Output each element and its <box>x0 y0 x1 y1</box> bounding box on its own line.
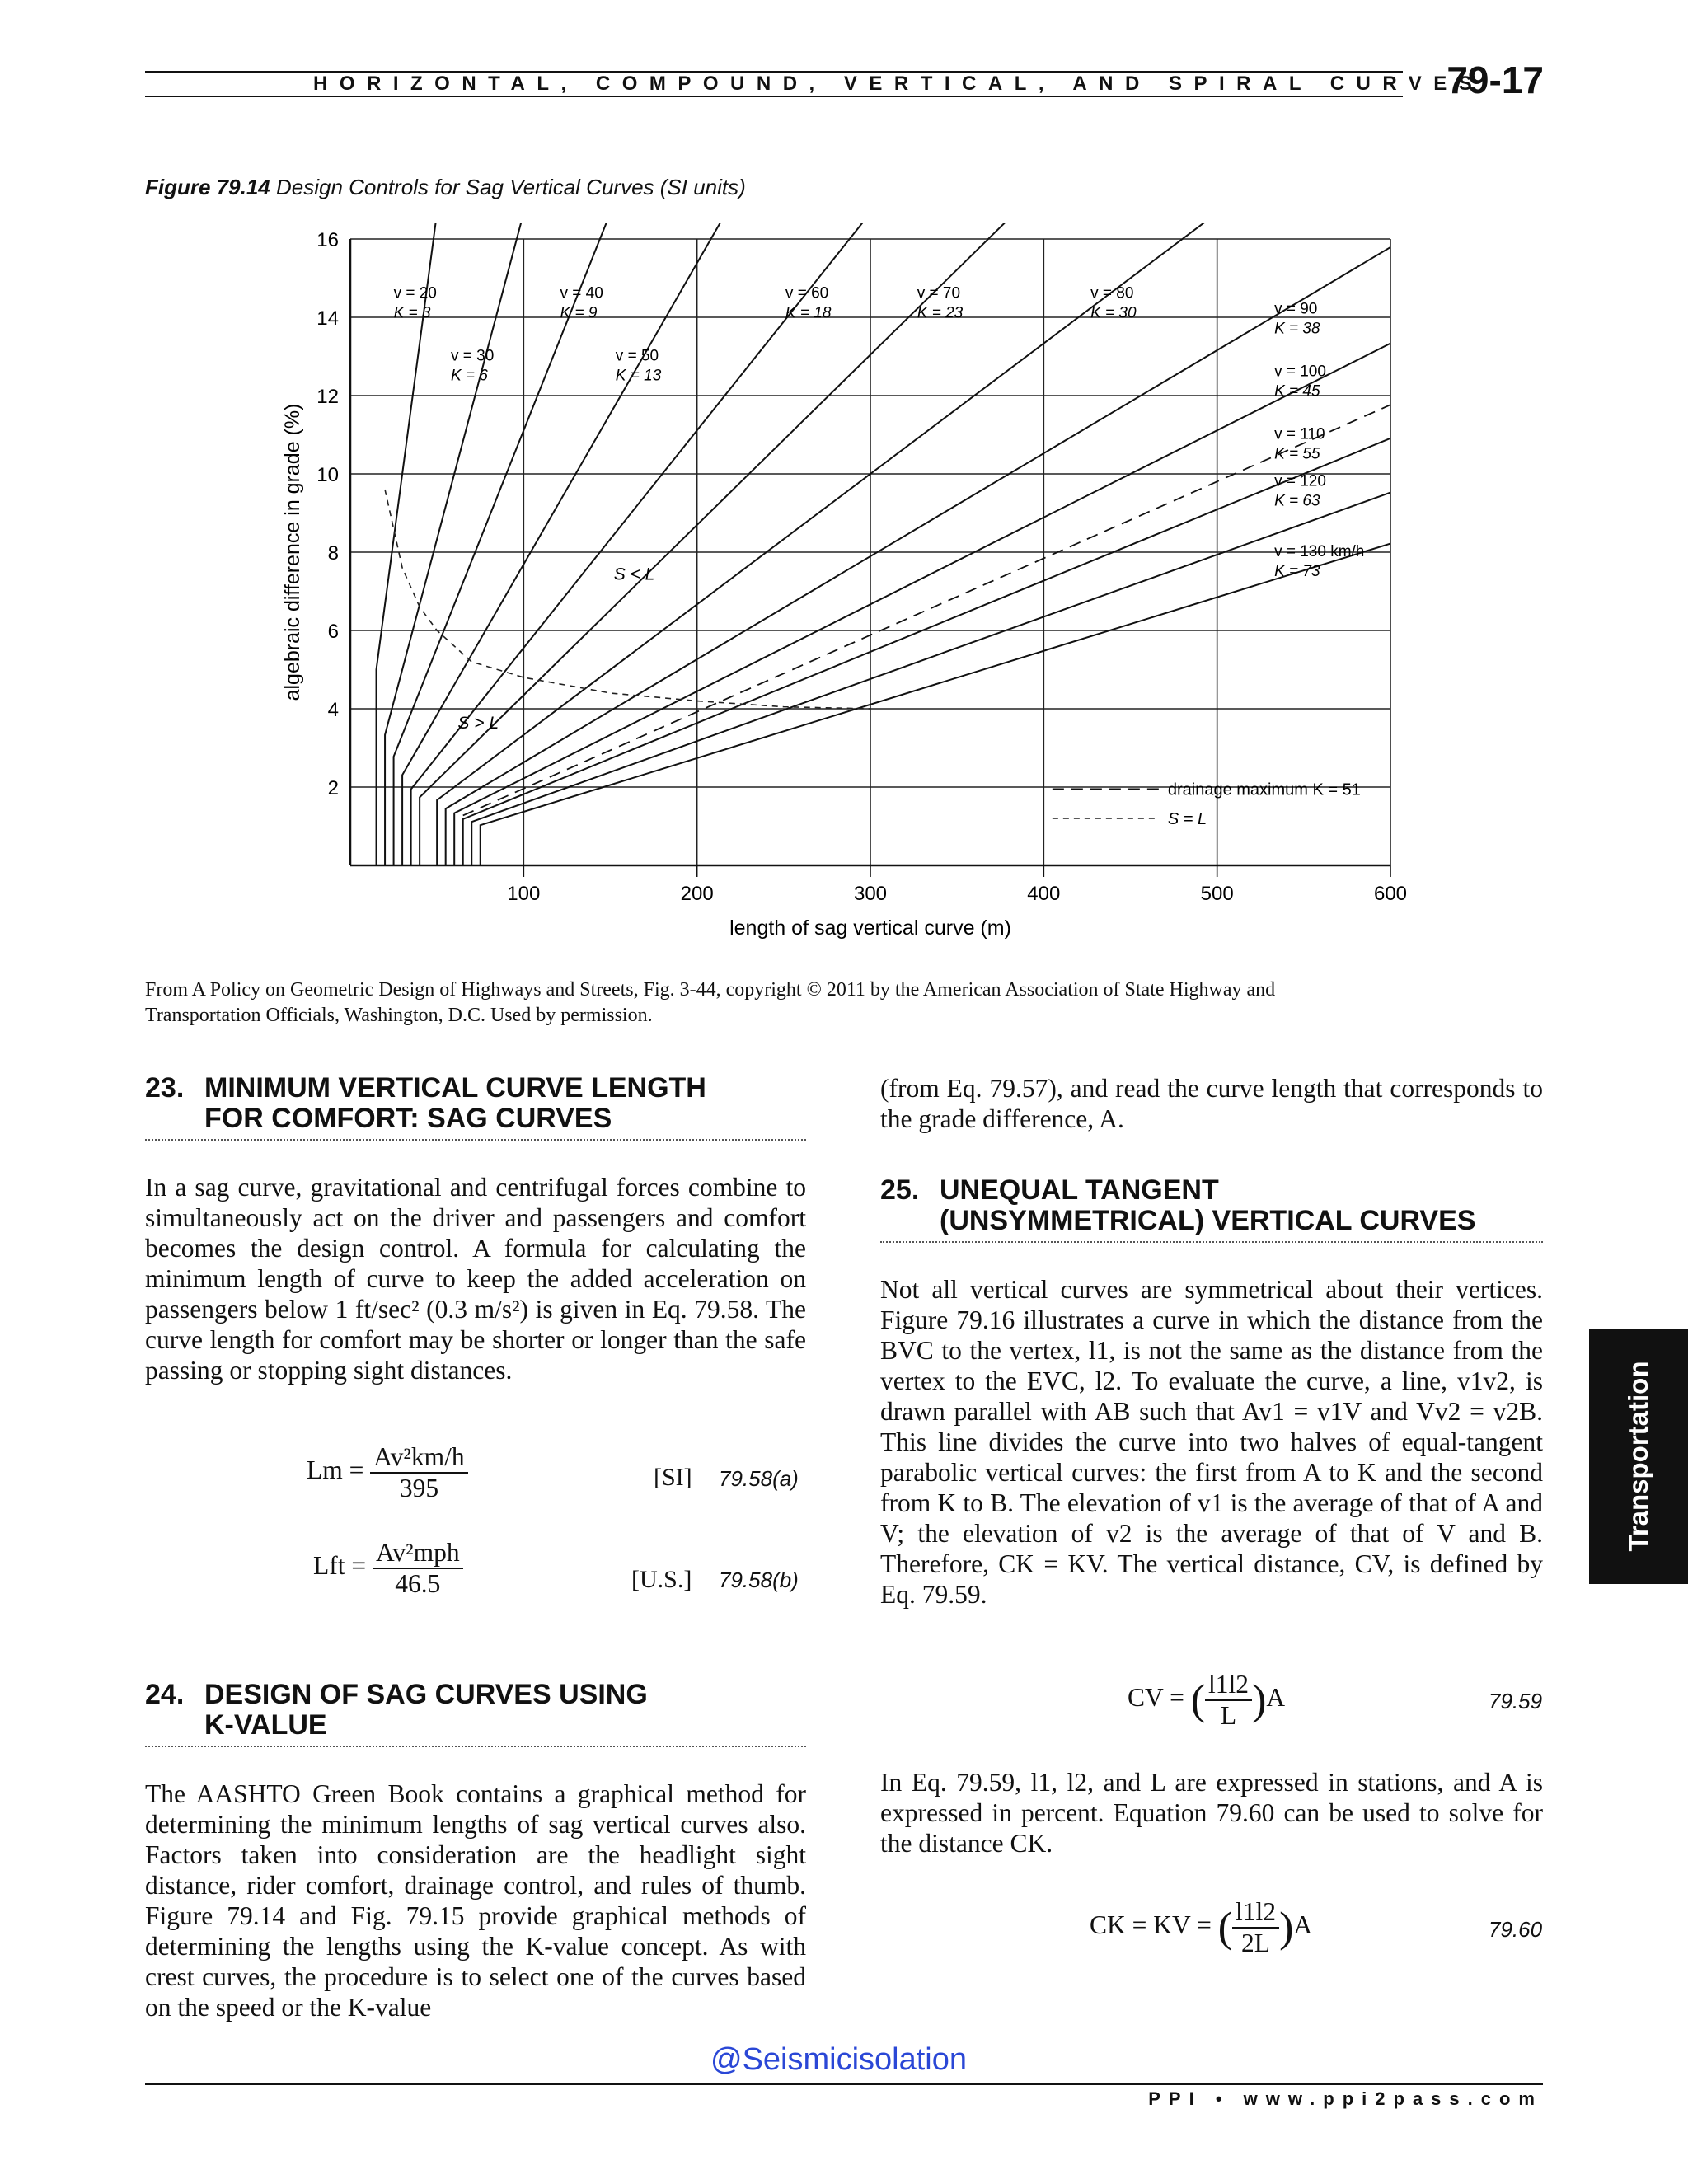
x-tick-label: 200 <box>680 883 714 905</box>
equation-tag: 79.59 <box>1489 1689 1543 1713</box>
series-label-speed: v = 130 km/h <box>1274 542 1365 560</box>
section-number: 24. <box>145 1679 185 1710</box>
equation-lhs: CK = KV = <box>1090 1910 1212 1940</box>
equation-tag: 79.58(b) <box>719 1568 799 1592</box>
section-title-line: FOR COMFORT: SAG CURVES <box>204 1103 612 1134</box>
series-label-speed: v = 100 <box>1274 363 1326 381</box>
section-title-line: K-VALUE <box>204 1709 327 1741</box>
y-axis-label: algebraic difference in grade (%) <box>281 403 304 701</box>
section-24-paragraph: The AASHTO Green Book contains a graphical method for determining the minimum lengths of sag vertical curves also. Factors taken into consideration are the headlight sight distance, rider comfort, drainage control, and rules of thumb. Figure 79.14 and Fig. 79.15 provide graphical methods of determining the lengths using the K-value concept. As with crest curves, the procedure is to select one of the curves based on the speed or the K-value <box>145 1779 806 2022</box>
y-tick-label: 12 <box>316 386 339 408</box>
source-note-line: Transportation Officials, Washington, D.C. Used by permission. <box>145 1005 653 1026</box>
sag-curve-chart <box>272 223 1451 940</box>
series-label-k: K = 18 <box>785 304 832 322</box>
figure-caption-text: Design Controls for Sag Vertical Curves (SI units) <box>275 175 746 199</box>
series-label-speed: v = 40 <box>560 284 603 302</box>
footer-rule <box>145 2083 1543 2085</box>
equation-denominator: 2L <box>1241 1929 1271 1957</box>
annotation-s-greater-l: S > L <box>457 713 499 733</box>
y-tick-label: 4 <box>327 699 339 721</box>
footer-url: PPI • www.ppi2pass.com <box>1148 2088 1543 2109</box>
equation-unit: [U.S.] <box>631 1566 692 1593</box>
series-label-speed: v = 30 <box>450 347 495 365</box>
source-note-line: From A Policy on Geometric Design of Highways and Streets, Fig. 3-44, copyright © 2011 by the American Association of State Highway and <box>145 979 1276 1001</box>
x-tick-label: 600 <box>1373 883 1408 905</box>
equation-lhs: CV = <box>1128 1683 1184 1713</box>
section-25-paragraph-2: In Eq. 79.59, l1, l2, and L are expressed in stations, and A is expressed in percent. Equation 79.60 can be used to solve for the distance CK. <box>880 1768 1543 1858</box>
legend-label-s-equals-l: S = L <box>1167 810 1207 828</box>
series-label-k: K = 13 <box>615 367 662 385</box>
y-tick-label: 2 <box>327 777 339 799</box>
equation-79-58a <box>307 1442 468 1503</box>
equation-numerator: Av²km/h <box>370 1442 467 1474</box>
annotation-s-less-l: S < L <box>613 565 655 584</box>
y-tick-label: 8 <box>327 542 339 565</box>
k-line-v120 <box>471 493 1390 865</box>
section-tab-label: Transportation <box>1623 1361 1653 1552</box>
equation-denominator: 46.5 <box>395 1569 441 1598</box>
equation-fraction <box>370 1442 467 1503</box>
y-tick-label: 6 <box>327 621 339 643</box>
figure-source-note <box>145 977 1546 1029</box>
figure-caption-label: Figure 79.14 <box>145 175 270 199</box>
series-label-k: K = 6 <box>450 367 488 385</box>
series-label-k: K = 73 <box>1274 562 1320 580</box>
equation-lhs: Lft = <box>313 1551 367 1581</box>
equation-numerator: l1l2 <box>1205 1670 1252 1701</box>
x-axis-label: length of sag vertical curve (m) <box>729 916 1011 940</box>
equation-numerator: l1l2 <box>1232 1897 1279 1929</box>
equation-tag: 79.58(a) <box>719 1466 799 1491</box>
section-23-heading <box>145 1073 806 1141</box>
series-label-speed: v = 50 <box>615 347 659 365</box>
x-tick-label: 500 <box>1200 883 1234 905</box>
equation-fraction <box>1232 1897 1279 1958</box>
series-label-speed: v = 90 <box>1274 300 1318 318</box>
series-label-k: K = 38 <box>1274 320 1320 338</box>
series-label-k: K = 45 <box>1274 382 1320 401</box>
paren-close: ) <box>1252 1676 1267 1724</box>
paren-open: ( <box>1217 1904 1233 1952</box>
left-column <box>145 1073 806 1385</box>
section-title-line: DESIGN OF SAG CURVES USING <box>204 1679 648 1710</box>
series-label-k: K = 63 <box>1274 492 1320 510</box>
y-tick-label: 16 <box>316 229 339 251</box>
section-25-paragraph: Not all vertical curves are symmetrical about their vertices. Figure 79.16 illustrates a curve in which the distance from the BVC to the vertex, l1, is not the same as the distance from the vertex to the EVC, l2. To evaluate the curve, a line, v1v2, is drawn parallel with AB such that Av1 = v1V and Vv2 = v2B. This line divides the curve into two halves of equal-tangent parabolic vertical curves: the first from A to K and the second from K to B. The elevation of v1 is the average of that of A and V; the elevation of v2 is the average of that of V and B. Therefore, CK = KV. The vertical distance, CV, is defined by Eq. 79.59. <box>880 1275 1543 1609</box>
section-23-paragraph: In a sag curve, gravitational and centrifugal forces combine to simultaneously act on the driver and passengers and comfort becomes the design control. A formula for calculating the minimum length of curve to keep the added acceleration on passengers below 1 ft/sec² (0.3 m/s²) is given in Eq. 79.58. The curve length for comfort may be shorter or longer than the safe passing or stopping sight distances. <box>145 1173 806 1385</box>
equation-79-58b <box>313 1538 463 1599</box>
series-label-speed: v = 70 <box>917 284 961 302</box>
series-label-k: K = 9 <box>560 304 598 322</box>
equation-denominator: 395 <box>399 1474 439 1502</box>
equation-numerator: Av²mph <box>373 1538 463 1569</box>
left-column-lower <box>145 1680 806 2022</box>
legend-label-drainage: drainage maximum K = 51 <box>1167 780 1361 799</box>
series-label-speed: v = 80 <box>1090 284 1134 302</box>
equation-denominator: L <box>1220 1701 1237 1730</box>
page-number: 79-17 <box>1447 59 1544 101</box>
equation-tag: 79.60 <box>1489 1917 1543 1942</box>
equation-79-60 <box>1090 1897 1312 1958</box>
section-number: 23. <box>145 1072 185 1104</box>
equation-fraction <box>373 1538 463 1599</box>
series-label-k: K = 23 <box>917 304 964 322</box>
section-title-line: (UNSYMMETRICAL) VERTICAL CURVES <box>940 1205 1476 1236</box>
paren-close: ) <box>1279 1904 1294 1952</box>
series-label-speed: v = 60 <box>785 284 829 302</box>
equation-fraction <box>1205 1670 1252 1731</box>
series-label-speed: v = 20 <box>393 284 437 302</box>
y-tick-label: 10 <box>316 464 339 486</box>
section-title-line: UNEQUAL TANGENT <box>940 1174 1219 1206</box>
x-tick-label: 300 <box>853 883 888 905</box>
equation-suffix: A <box>1293 1910 1313 1940</box>
series-label-speed: v = 120 <box>1274 472 1326 490</box>
section-24-continuation: (from Eq. 79.57), and read the curve length that corresponds to the grade difference, A. <box>880 1074 1543 1133</box>
section-title-line: MINIMUM VERTICAL CURVE LENGTH <box>204 1072 706 1104</box>
right-column <box>880 1073 1543 1610</box>
series-label-k: K = 3 <box>393 304 431 322</box>
series-label-k: K = 30 <box>1090 304 1137 322</box>
k-line-v110 <box>463 438 1390 865</box>
equation-lhs: Lm = <box>307 1455 364 1485</box>
y-tick-label: 14 <box>316 307 339 330</box>
series-label-speed: v = 110 <box>1274 425 1325 443</box>
equation-suffix: A <box>1266 1683 1286 1713</box>
series-label-k: K = 55 <box>1274 445 1320 463</box>
section-tab <box>1589 1329 1688 1584</box>
equation-79-59 <box>1128 1670 1285 1731</box>
section-number: 25. <box>880 1174 920 1206</box>
k-line-v130 <box>481 544 1390 865</box>
k-line-v90 <box>446 247 1390 865</box>
running-head: HORIZONTAL, COMPOUND, VERTICAL, AND SPIRAL CURVES <box>313 73 1484 95</box>
figure-caption <box>145 175 746 200</box>
paren-open: ( <box>1190 1676 1206 1724</box>
drainage-maximum-line <box>463 405 1390 815</box>
section-24-heading <box>145 1680 806 1747</box>
right-column-lower <box>880 1767 1543 1858</box>
x-tick-label: 100 <box>507 883 541 905</box>
watermark: @Seismicisolation <box>710 2042 968 2077</box>
x-tick-label: 400 <box>1027 883 1061 905</box>
header-bottom-rule <box>145 96 1403 97</box>
equation-unit: [SI] <box>654 1464 692 1491</box>
section-25-heading <box>880 1175 1543 1243</box>
